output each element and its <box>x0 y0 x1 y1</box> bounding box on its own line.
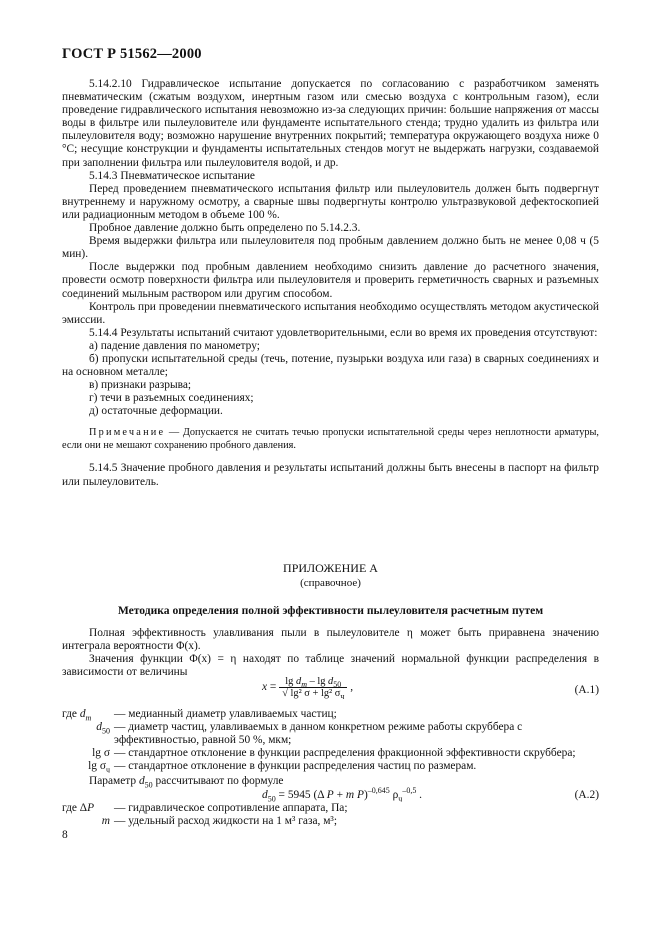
definition-row: m — удельный расход жидкости на 1 м³ газа, м³; <box>62 815 599 828</box>
paragraph-5-14-3-title: 5.14.3 Пневматическое испытание <box>89 169 255 182</box>
paragraph-d50: Параметр $d_{50}$ рассчитывают по формуле <box>89 775 284 790</box>
list-item: б) пропуски испытательной среды (течь, потение, пузырьки воздуха или газа) в сварных соединениях и на основном металле; <box>62 352 599 379</box>
paragraph-5-14-3-d: После выдержки под пробным давлением необходимо снизить давление до расчетного значения, провести осмотр поверхности фильтра или пылеуловителя и проверить герметичность сварных и разъемных соединений мыльным раствором или другим способом. <box>62 261 599 300</box>
definition-row: lg σ — стандартное отклонение в функции распределения фракционной эффективности скруббера; <box>62 747 599 760</box>
equation-a2: $d_{50} = 5945$ (Δ P + m P)$^{-0,645}$ $\rho_ч^{-0,5}$ . <box>262 786 423 804</box>
paragraph-5-14-3-e: Контроль при проведении пневматического испытания необходимо осуществлять методом акустической эмиссии. <box>62 300 599 326</box>
definition-text: — стандартное отклонение в функции распределения частиц по размерам. <box>114 760 477 772</box>
definitions-a1 <box>62 708 599 773</box>
definition-row: $\lg \sigma_ч$ — стандартное отклонение в функции распределения частиц по размерам. <box>62 760 599 773</box>
equation-a2-number: (A.2) <box>574 789 599 801</box>
note-text: — Допускается не считать течью пропуски испытательной среды через неплотности арматуры, если они не мешают сохранению пробного давления. <box>62 427 599 451</box>
equation-a1: x = $\frac{\lg d_m - \lg d_{50}}{√ \lg^2 \sigma + \lg^2 \sigma_ч}$ , <box>262 676 354 702</box>
definition-text: — удельный расход жидкости на 1 м³ газа, м³; <box>114 815 338 827</box>
paragraph-5-14-3-b: Пробное давление должно быть определено по 5.14.2.3. <box>89 222 361 235</box>
list-item: а) падение давления по манометру; <box>89 339 260 352</box>
appendix-heading: Методика определения полной эффективности пылеуловителя расчетным путем <box>117 604 544 617</box>
paragraph-5-14-4: 5.14.4 Результаты испытаний считают удовлетворительными, если во время их проведения отсутствуют: <box>89 326 598 339</box>
list-item: в) признаки разрыва; <box>89 379 192 392</box>
list-item: д) остаточные деформации. <box>89 405 223 418</box>
definition-row: где $d_m$ — медианный диаметр улавливаемых частиц; <box>62 708 599 721</box>
page-number: 8 <box>62 829 68 841</box>
definition-row: где ΔP — гидравлическое сопротивление аппарата, Па; <box>62 802 599 815</box>
document-header: ГОСТ Р 51562—2000 <box>62 46 202 62</box>
appendix-intro <box>62 627 599 679</box>
appendix-title: ПРИЛОЖЕНИЕ А <box>283 561 378 575</box>
definitions-a2 <box>62 802 599 828</box>
note <box>62 427 599 452</box>
list-item: г) течи в разъемных соединениях; <box>89 392 254 405</box>
definition-row: $d_{50}$ — диаметр частиц, улавливаемых в данном конкретном режиме работы скруббера с эффективностью, равной 50 %, мкм; <box>62 721 599 747</box>
section-5-14-body <box>62 78 599 489</box>
appendix-subtitle: (справочное) <box>300 577 361 589</box>
paragraph-5-14-3-c: Время выдержки фильтра или пылеуловителя под пробным давлением должно быть не менее 0,08 ч (5 мин). <box>62 235 599 261</box>
definition-text: — гидравлическое сопротивление аппарата, Па; <box>114 802 348 814</box>
paragraph-5-14-5: 5.14.5 Значение пробного давления и результаты испытаний должны быть внесены в паспорт на фильтр или пылеуловитель. <box>62 462 599 488</box>
note-label: Примечание <box>89 427 166 439</box>
paragraph-5-14-3-a: Перед проведением пневматического испытания фильтр или пылеуловитель должен быть подвергнут внутреннему и наружному осмотру, а сварные швы подвергнуты контролю ультразвуковой дефектоскопией или радиационным методом в объеме 100 %. <box>62 182 599 221</box>
appendix-paragraph-2: Значения функции Φ(x) = η находят по таблице значений нормальной функции распределения в зависимости от величины <box>62 653 599 679</box>
equation-a1-fraction: $\frac{\lg d_m - \lg d_{50}}{√ \lg^2 \sigma + \lg^2 \sigma_ч}$ <box>279 676 347 699</box>
paragraph-5-14-2-10: 5.14.2.10 Гидравлическое испытание допускается по согласованию с разработчиком заменять пневматическим (сжатым воздухом, инертным газом или смесью воздуха с контрольным газом), если проведение гидравлического испытания невозможно из-за следующих причин: большие напряжения от массы воды в фильтре или пылеуловителе или фундаменте испытательного стенда; трудно удалить из фильтра или пылеуловителя воду; возможно нарушение внутренних покрытий; температура окружающего воздуха ниже 0 °С; несущие конструкции и фундаменты испытательных стендов могут не выдержать нагрузки, создаваемой при заполнении фильтра или пылеуловителя водой, и др. <box>62 78 599 169</box>
equation-a1-number: (A.1) <box>574 684 599 696</box>
definition-text: — стандартное отклонение в функции распределения фракционной эффективности скруббера; <box>114 747 576 759</box>
definition-text: — диаметр частиц, улавливаемых в данном конкретном режиме работы скруббера с эффективностью, равной 50 %, мкм; <box>114 721 523 746</box>
appendix-paragraph-1: Полная эффективность улавливания пыли в пылеуловителе η может быть приравнена значению интеграла вероятности Φ(x). <box>62 627 599 653</box>
definition-text: — медианный диаметр улавливаемых частиц; <box>114 708 337 720</box>
